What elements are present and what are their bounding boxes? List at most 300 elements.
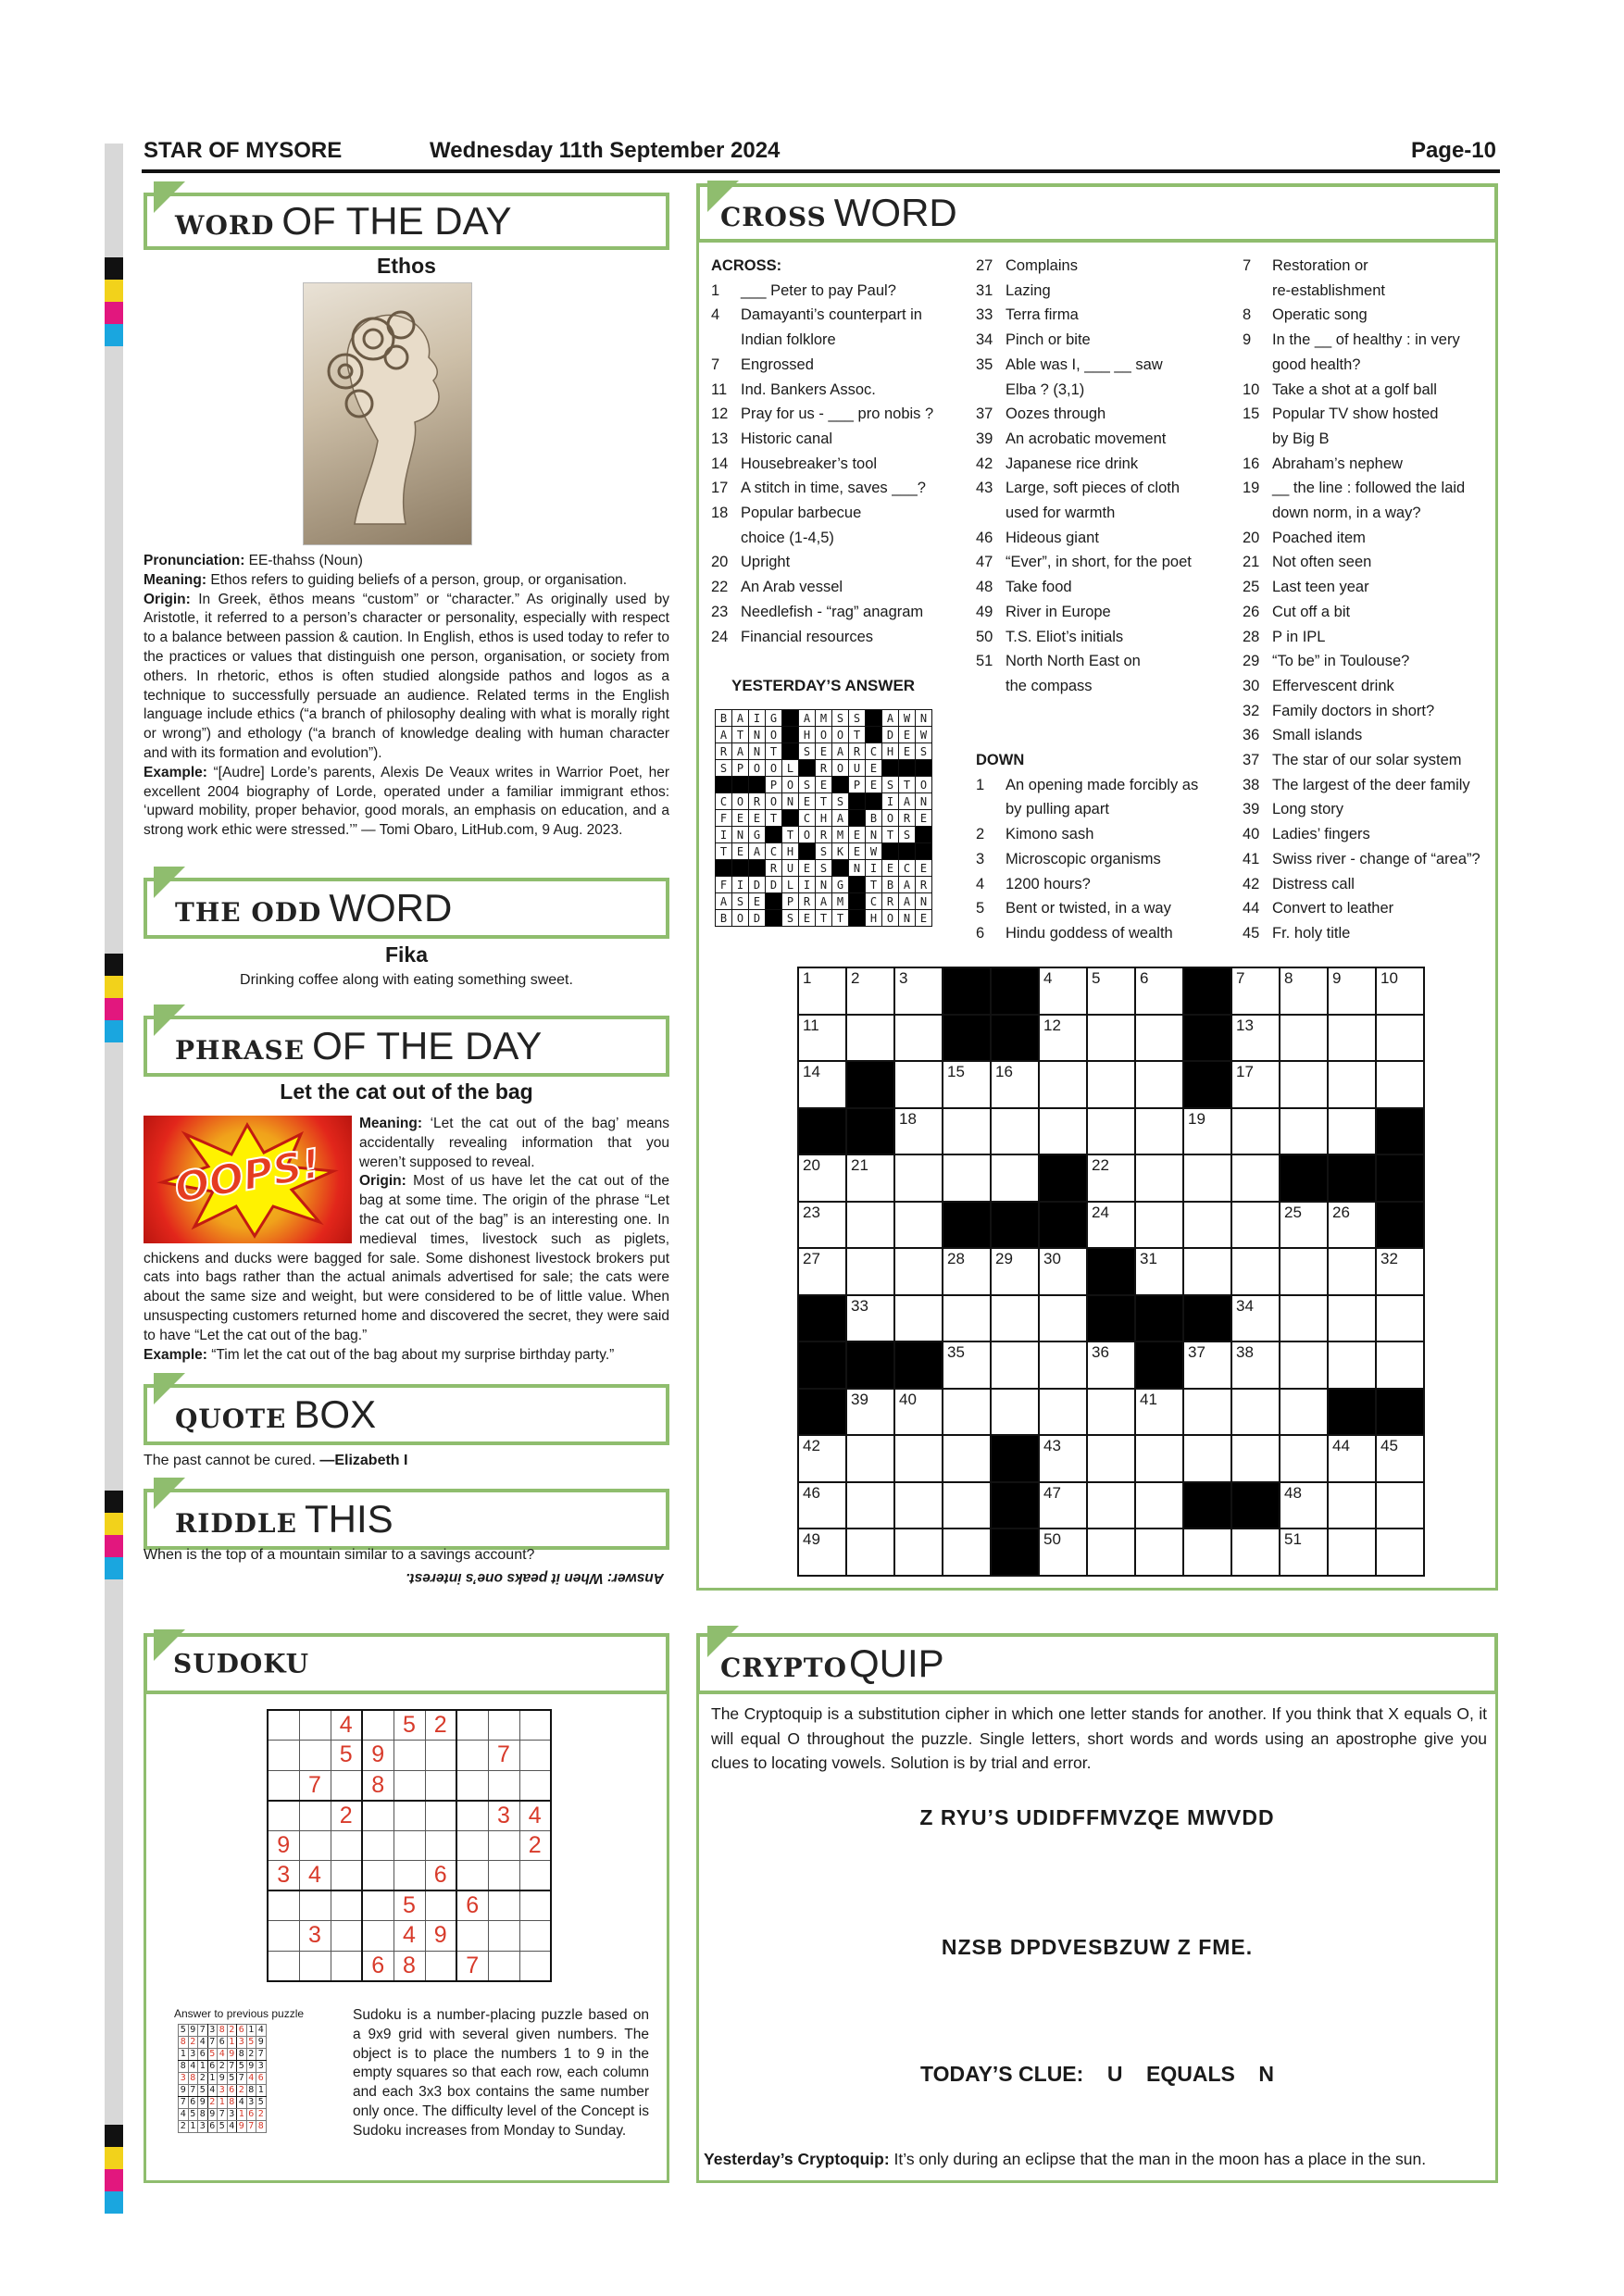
crossword-cell[interactable] bbox=[1135, 1015, 1183, 1062]
crossword-cell[interactable] bbox=[1183, 1435, 1231, 1482]
crossword-cell[interactable] bbox=[1135, 967, 1183, 1015]
answer-cell: H bbox=[799, 727, 816, 743]
crossword-cell[interactable] bbox=[1328, 1061, 1376, 1108]
sudoku-cell[interactable] bbox=[425, 1741, 456, 1771]
answer-cell: M bbox=[832, 893, 849, 910]
sudoku-answer-cell: 3 bbox=[246, 2097, 256, 2109]
crossword-cell[interactable] bbox=[846, 1202, 894, 1249]
sudoku-answer-cell: 8 bbox=[179, 2037, 189, 2049]
crossword-cell[interactable] bbox=[943, 1248, 991, 1295]
crossword-cell[interactable] bbox=[1087, 1061, 1135, 1108]
sudoku-cell[interactable] bbox=[394, 1741, 425, 1771]
answer-cell: N bbox=[749, 727, 766, 743]
sudoku-cell[interactable] bbox=[394, 1830, 425, 1861]
cell-number: 13 bbox=[1236, 1016, 1254, 1034]
crossword-cell[interactable] bbox=[1039, 1295, 1087, 1342]
crossword-cell[interactable] bbox=[1280, 1482, 1328, 1529]
crossword-block bbox=[1183, 1061, 1231, 1108]
sudoku-answer-cell: 8 bbox=[179, 2061, 189, 2073]
cell-number: 16 bbox=[995, 1063, 1013, 1080]
sudoku-cell[interactable] bbox=[519, 1951, 551, 1981]
crossword-cell[interactable] bbox=[1376, 1061, 1424, 1108]
crossword-cell[interactable] bbox=[846, 1154, 894, 1202]
clue-number: 37 bbox=[1243, 752, 1260, 769]
answer-cell: A bbox=[716, 727, 732, 743]
crossword-cell[interactable] bbox=[894, 967, 943, 1015]
answer-cell: E bbox=[899, 727, 916, 743]
clue-item bbox=[711, 452, 952, 477]
crossword-cell[interactable] bbox=[1039, 1061, 1087, 1108]
crossword-cell[interactable] bbox=[1135, 1248, 1183, 1295]
down-label: DOWN bbox=[976, 752, 1025, 768]
crossword-cell[interactable] bbox=[991, 1295, 1039, 1342]
sudoku-cell[interactable] bbox=[456, 1921, 488, 1952]
crossword-cell[interactable] bbox=[991, 1248, 1039, 1295]
crossword-cell[interactable] bbox=[991, 1389, 1039, 1436]
clue-text: Hideous giant bbox=[1006, 529, 1099, 546]
answer-cell: S bbox=[716, 760, 732, 777]
clue-text: Ladies’ fingers bbox=[1272, 826, 1370, 843]
sudoku-cell[interactable] bbox=[268, 1951, 299, 1981]
crossword-cell[interactable] bbox=[798, 1435, 846, 1482]
sudoku-cell[interactable] bbox=[394, 1861, 425, 1891]
clue-item bbox=[1243, 773, 1493, 798]
answer-cell bbox=[732, 860, 749, 877]
answer-cell: L bbox=[782, 760, 799, 777]
crossword-cell[interactable] bbox=[1183, 1202, 1231, 1249]
sudoku-cell: 7 bbox=[299, 1770, 331, 1801]
crossword-cell[interactable] bbox=[846, 967, 894, 1015]
sudoku-answer-cell: 7 bbox=[237, 2073, 247, 2085]
sudoku-cell[interactable] bbox=[456, 1830, 488, 1861]
crossword-cell[interactable] bbox=[1376, 1015, 1424, 1062]
sudoku-cell[interactable] bbox=[456, 1861, 488, 1891]
sudoku-cell[interactable] bbox=[331, 1861, 362, 1891]
sudoku-cell[interactable] bbox=[488, 1890, 519, 1921]
clue-item bbox=[976, 526, 1235, 551]
clue-number: 20 bbox=[711, 554, 729, 571]
clue-item bbox=[1243, 847, 1493, 872]
answer-cell: L bbox=[782, 877, 799, 893]
sudoku-answer-cell: 6 bbox=[256, 2073, 267, 2085]
crossword-cell[interactable] bbox=[894, 1061, 943, 1108]
crossword-cell[interactable] bbox=[1135, 1108, 1183, 1155]
crossword-cell[interactable] bbox=[1039, 1015, 1087, 1062]
cell-number: 30 bbox=[1043, 1250, 1061, 1267]
clue-text: River in Europe bbox=[1006, 603, 1111, 620]
crossword-cell[interactable] bbox=[1376, 1435, 1424, 1482]
answer-cell: E bbox=[732, 843, 749, 860]
clue-item bbox=[1243, 625, 1493, 650]
answer-cell: C bbox=[799, 810, 816, 827]
clue-number: 39 bbox=[1243, 801, 1260, 818]
crossword-cell[interactable] bbox=[1328, 1341, 1376, 1389]
clue-text: Cut off a bit bbox=[1272, 603, 1351, 620]
answer-cell: B bbox=[716, 710, 732, 727]
crossword-cell[interactable] bbox=[846, 1529, 894, 1576]
across-label: ACROSS: bbox=[711, 257, 782, 274]
crossword-cell[interactable] bbox=[1376, 1341, 1424, 1389]
crossword-cell[interactable] bbox=[1087, 1529, 1135, 1576]
crossword-cell[interactable] bbox=[943, 1529, 991, 1576]
crossword-cell[interactable] bbox=[894, 1295, 943, 1342]
sudoku-cell[interactable] bbox=[456, 1801, 488, 1831]
crossword-cell[interactable] bbox=[1280, 1108, 1328, 1155]
answer-cell: T bbox=[866, 877, 882, 893]
sudoku-answer-cell: 4 bbox=[179, 2109, 189, 2121]
crossword-cell[interactable] bbox=[1087, 1435, 1135, 1482]
crossword-cell[interactable] bbox=[1039, 1341, 1087, 1389]
crossword-cell[interactable] bbox=[894, 1015, 943, 1062]
sudoku-cell[interactable] bbox=[456, 1741, 488, 1771]
crossword-cell[interactable] bbox=[1328, 1435, 1376, 1482]
crossword-cell[interactable] bbox=[1328, 1482, 1376, 1529]
sudoku-answer-cell: 1 bbox=[198, 2061, 208, 2073]
crossword-cell[interactable] bbox=[846, 1435, 894, 1482]
crossword-cell[interactable] bbox=[894, 1202, 943, 1249]
crossword-cell[interactable] bbox=[1087, 1202, 1135, 1249]
crossword-cell[interactable] bbox=[798, 1154, 846, 1202]
crossword-cell[interactable] bbox=[1039, 1529, 1087, 1576]
crossword-cell[interactable] bbox=[1087, 1108, 1135, 1155]
crossword-cell[interactable] bbox=[943, 1154, 991, 1202]
crossword-cell[interactable] bbox=[1231, 1061, 1280, 1108]
crossword-cell[interactable] bbox=[1039, 1108, 1087, 1155]
sudoku-answer-cell: 1 bbox=[256, 2085, 267, 2097]
sudoku-answer-cell: 5 bbox=[207, 2049, 218, 2061]
crossword-cell[interactable] bbox=[798, 1529, 846, 1576]
sudoku-cell[interactable] bbox=[425, 1890, 456, 1921]
sudoku-cell[interactable] bbox=[268, 1890, 299, 1921]
answer-cell: N bbox=[899, 910, 916, 927]
answer-cell: N bbox=[749, 743, 766, 760]
crossword-cell[interactable] bbox=[1183, 1341, 1231, 1389]
crossword-cell[interactable] bbox=[1231, 1529, 1280, 1576]
answer-cell: A bbox=[816, 893, 832, 910]
crossword-cell[interactable] bbox=[1280, 967, 1328, 1015]
clue-item bbox=[976, 600, 1235, 625]
sudoku-cell[interactable] bbox=[425, 1770, 456, 1801]
phrase-title-box bbox=[144, 1016, 669, 1077]
sudoku-answer-cell: 4 bbox=[227, 2121, 237, 2133]
sudoku-cell[interactable] bbox=[394, 1770, 425, 1801]
sudoku-cell[interactable] bbox=[456, 1770, 488, 1801]
crossword-cell[interactable] bbox=[943, 1435, 991, 1482]
sudoku-cell[interactable] bbox=[488, 1830, 519, 1861]
sudoku-cell[interactable] bbox=[362, 1710, 394, 1741]
cell-number: 23 bbox=[803, 1203, 820, 1221]
crossword-cell[interactable] bbox=[1280, 1529, 1328, 1576]
cell-number: 17 bbox=[1236, 1063, 1254, 1080]
crossword-cell[interactable] bbox=[1135, 1529, 1183, 1576]
crossword-cell[interactable] bbox=[943, 1108, 991, 1155]
crossword-cell[interactable] bbox=[1280, 1341, 1328, 1389]
crossword-cell[interactable] bbox=[1376, 1529, 1424, 1576]
sudoku-cell[interactable] bbox=[488, 1861, 519, 1891]
crossword-cell[interactable] bbox=[846, 1389, 894, 1436]
sudoku-cell[interactable] bbox=[394, 1801, 425, 1831]
phrase-meaning: ‘Let the cat out of the bag’ means accidentally revealing information that you weren’t supposed to reveal. bbox=[359, 1116, 669, 1170]
answer-cell: C bbox=[716, 793, 732, 810]
answer-cell bbox=[866, 710, 882, 727]
sudoku-cell[interactable] bbox=[519, 1741, 551, 1771]
sudoku-cell[interactable] bbox=[362, 1861, 394, 1891]
cell-number: 28 bbox=[947, 1250, 965, 1267]
crossword-cell[interactable] bbox=[894, 1529, 943, 1576]
crossword-cell[interactable] bbox=[798, 1482, 846, 1529]
sudoku-cell[interactable] bbox=[331, 1951, 362, 1981]
crossword-cell[interactable] bbox=[1231, 1341, 1280, 1389]
crossword-cell[interactable] bbox=[1231, 1435, 1280, 1482]
crossword-cell[interactable] bbox=[798, 1015, 846, 1062]
sudoku-cell[interactable] bbox=[299, 1951, 331, 1981]
sudoku-cell[interactable] bbox=[519, 1890, 551, 1921]
crossword-cell[interactable] bbox=[991, 1341, 1039, 1389]
crossword-cell[interactable] bbox=[1280, 1295, 1328, 1342]
clue-number: 48 bbox=[976, 579, 993, 596]
crossword-cell[interactable] bbox=[1328, 1248, 1376, 1295]
crossword-cell[interactable] bbox=[846, 1482, 894, 1529]
answer-cell: R bbox=[849, 743, 866, 760]
crossword-cell[interactable] bbox=[1328, 967, 1376, 1015]
sudoku-answer-cell: 2 bbox=[218, 2061, 228, 2073]
clue-item bbox=[711, 526, 952, 551]
crossword-cell[interactable] bbox=[1231, 967, 1280, 1015]
clue-item bbox=[976, 921, 1235, 946]
answer-cell: D bbox=[882, 727, 899, 743]
clue-item bbox=[711, 625, 952, 650]
crossword-cell[interactable] bbox=[798, 1202, 846, 1249]
crossword-cell[interactable] bbox=[1231, 1389, 1280, 1436]
crossword-cell[interactable] bbox=[1280, 1435, 1328, 1482]
answer-cell bbox=[749, 777, 766, 793]
answer-cell: E bbox=[916, 810, 932, 827]
sudoku-answer-cell: 4 bbox=[207, 2085, 218, 2097]
crossword-cell[interactable] bbox=[894, 1482, 943, 1529]
crossword-cell[interactable] bbox=[894, 1154, 943, 1202]
crossword-cell[interactable] bbox=[1087, 1341, 1135, 1389]
clue-item bbox=[711, 378, 952, 403]
clue-number: 32 bbox=[1243, 702, 1260, 719]
sudoku-answer-cell: 2 bbox=[246, 2049, 256, 2061]
crossword-block bbox=[1376, 1202, 1424, 1249]
clue-text: P in IPL bbox=[1272, 628, 1326, 645]
crossword-cell[interactable] bbox=[1135, 1389, 1183, 1436]
crossword-cell[interactable] bbox=[1280, 1202, 1328, 1249]
crossword-cell[interactable] bbox=[846, 1295, 894, 1342]
crossword-cell[interactable] bbox=[1087, 1389, 1135, 1436]
crossword-cell[interactable] bbox=[943, 1482, 991, 1529]
clue-item bbox=[1243, 526, 1493, 551]
crossword-cell[interactable] bbox=[1376, 1482, 1424, 1529]
crossword-cell[interactable] bbox=[1183, 1248, 1231, 1295]
clue-number: 40 bbox=[1243, 826, 1260, 843]
sudoku-cell: 8 bbox=[394, 1951, 425, 1981]
crossword-cell[interactable] bbox=[1328, 1015, 1376, 1062]
crossword-block bbox=[943, 1015, 991, 1062]
crossword-cell[interactable] bbox=[798, 1248, 846, 1295]
crossword-cell[interactable] bbox=[1376, 1295, 1424, 1342]
label: Pronunciation: bbox=[144, 553, 245, 568]
sudoku-cell[interactable] bbox=[488, 1921, 519, 1952]
clue-item bbox=[976, 797, 1235, 822]
answer-cell bbox=[782, 727, 799, 743]
crossword-cell[interactable] bbox=[1135, 1482, 1183, 1529]
sudoku-answer-cell: 6 bbox=[207, 2061, 218, 2073]
crossword-cell[interactable] bbox=[1087, 967, 1135, 1015]
sudoku-cell[interactable] bbox=[331, 1921, 362, 1952]
crossword-cell[interactable] bbox=[1328, 1529, 1376, 1576]
clue-number: 19 bbox=[1243, 480, 1260, 497]
sudoku-cell[interactable] bbox=[456, 1710, 488, 1741]
sudoku-cell[interactable] bbox=[519, 1921, 551, 1952]
crossword-cell[interactable] bbox=[1231, 1295, 1280, 1342]
crossword-cell[interactable] bbox=[846, 1248, 894, 1295]
crossword-cell[interactable] bbox=[943, 1295, 991, 1342]
crossword-cell[interactable] bbox=[1280, 1248, 1328, 1295]
crossword-cell[interactable] bbox=[1087, 1482, 1135, 1529]
sudoku-cell[interactable] bbox=[268, 1801, 299, 1831]
clue-text: by Big B bbox=[1272, 430, 1330, 447]
answer-cell: A bbox=[882, 710, 899, 727]
sudoku-cell: 5 bbox=[394, 1710, 425, 1741]
sudoku-answer-cell: 9 bbox=[198, 2097, 208, 2109]
crossword-cell[interactable] bbox=[1039, 1248, 1087, 1295]
sudoku-cell[interactable] bbox=[299, 1801, 331, 1831]
crossword-cell[interactable] bbox=[1231, 1248, 1280, 1295]
sudoku-cell[interactable] bbox=[299, 1741, 331, 1771]
clue-number: 44 bbox=[1243, 900, 1260, 917]
crossword-cell[interactable] bbox=[1231, 1154, 1280, 1202]
sudoku-cell[interactable] bbox=[268, 1921, 299, 1952]
crossword-cell[interactable] bbox=[1135, 1061, 1183, 1108]
clue-number: 17 bbox=[711, 480, 729, 497]
crossword-cell[interactable] bbox=[894, 1435, 943, 1482]
crossword-cell[interactable] bbox=[1328, 1202, 1376, 1249]
sudoku-cell[interactable] bbox=[362, 1921, 394, 1952]
sudoku-answer-cell: 9 bbox=[227, 2049, 237, 2061]
sudoku-cell[interactable] bbox=[299, 1890, 331, 1921]
sudoku-cell[interactable] bbox=[362, 1801, 394, 1831]
crossword-cell[interactable] bbox=[1183, 1389, 1231, 1436]
crossword-cell[interactable] bbox=[798, 967, 846, 1015]
sudoku-cell[interactable] bbox=[519, 1861, 551, 1891]
crossword-cell[interactable] bbox=[1280, 1389, 1328, 1436]
sudoku-answer-cell: 2 bbox=[256, 2109, 267, 2121]
sudoku-cell: 2 bbox=[331, 1801, 362, 1831]
crossword-cell[interactable] bbox=[798, 1061, 846, 1108]
cell-number: 26 bbox=[1332, 1203, 1350, 1221]
clue-number: 9 bbox=[1243, 331, 1252, 349]
crossword-cell[interactable] bbox=[1280, 1061, 1328, 1108]
cell-number: 18 bbox=[899, 1109, 917, 1128]
sudoku-cell[interactable] bbox=[331, 1770, 362, 1801]
sudoku-cell[interactable] bbox=[268, 1770, 299, 1801]
clue-text: Hindu goddess of wealth bbox=[1006, 924, 1173, 942]
crossword-cell[interactable] bbox=[943, 1061, 991, 1108]
sudoku-cell[interactable] bbox=[299, 1710, 331, 1741]
sudoku-cell[interactable] bbox=[425, 1801, 456, 1831]
sudoku-cell[interactable] bbox=[331, 1890, 362, 1921]
clue-text: choice (1-4,5) bbox=[741, 529, 834, 546]
sudoku-answer-cell: 2 bbox=[237, 2085, 247, 2097]
sudoku-cell[interactable] bbox=[268, 1741, 299, 1771]
crossword-cell[interactable] bbox=[991, 1061, 1039, 1108]
crossword-cell[interactable] bbox=[1135, 1202, 1183, 1249]
crossword-cell[interactable] bbox=[943, 1341, 991, 1389]
crossword-cell[interactable] bbox=[991, 1108, 1039, 1155]
clue-text: Last teen year bbox=[1272, 579, 1369, 596]
crossword-cell[interactable] bbox=[846, 1015, 894, 1062]
clue-text: __ the line : followed the laid bbox=[1272, 480, 1466, 497]
crossword-cell[interactable] bbox=[1039, 1435, 1087, 1482]
answer-cell: W bbox=[916, 727, 932, 743]
crossword-cell[interactable] bbox=[1087, 1015, 1135, 1062]
answer-cell: M bbox=[832, 827, 849, 843]
sudoku-cell[interactable] bbox=[362, 1890, 394, 1921]
clue-text: Lazing bbox=[1006, 281, 1051, 299]
crossword-cell[interactable] bbox=[1231, 1108, 1280, 1155]
answer-cell: H bbox=[782, 843, 799, 860]
crossword-cell[interactable] bbox=[894, 1248, 943, 1295]
crossword-cell[interactable] bbox=[1087, 1154, 1135, 1202]
sudoku-cell[interactable] bbox=[488, 1770, 519, 1801]
sudoku-cell[interactable] bbox=[268, 1710, 299, 1741]
sudoku-cell[interactable] bbox=[519, 1770, 551, 1801]
crossword-cell[interactable] bbox=[943, 1389, 991, 1436]
crossword-cell[interactable] bbox=[1039, 1389, 1087, 1436]
sudoku-answer-label: Answer to previous puzzle bbox=[174, 2007, 305, 2020]
crossword-cell[interactable] bbox=[1280, 1015, 1328, 1062]
crossword-cell[interactable] bbox=[991, 1154, 1039, 1202]
sudoku-cell[interactable] bbox=[425, 1830, 456, 1861]
clue-item bbox=[976, 575, 1235, 600]
crossword-cell[interactable] bbox=[1039, 1482, 1087, 1529]
crossword-cell[interactable] bbox=[1135, 1154, 1183, 1202]
sudoku-cell[interactable] bbox=[425, 1951, 456, 1981]
sudoku-cell[interactable] bbox=[519, 1710, 551, 1741]
crossword-cell[interactable] bbox=[1183, 1529, 1231, 1576]
crossword-cell[interactable] bbox=[1328, 1295, 1376, 1342]
answer-cell: A bbox=[832, 743, 849, 760]
crossword-cell[interactable] bbox=[1135, 1435, 1183, 1482]
clue-item bbox=[711, 328, 952, 353]
crossword-block bbox=[1087, 1248, 1135, 1295]
crossword-cell[interactable] bbox=[1231, 1202, 1280, 1249]
sudoku-answer-cell: 3 bbox=[179, 2073, 189, 2085]
sudoku-cell[interactable] bbox=[488, 1951, 519, 1981]
sudoku-cell[interactable] bbox=[299, 1830, 331, 1861]
crossword-cell[interactable] bbox=[894, 1108, 943, 1155]
crossword-cell[interactable] bbox=[1328, 1108, 1376, 1155]
sudoku-cell[interactable] bbox=[362, 1830, 394, 1861]
crossword-cell[interactable] bbox=[1183, 1154, 1231, 1202]
crossword-cell[interactable] bbox=[894, 1389, 943, 1436]
answer-cell: S bbox=[832, 793, 849, 810]
answer-cell: O bbox=[766, 760, 782, 777]
cell-number: 20 bbox=[803, 1156, 820, 1174]
sudoku-cell[interactable] bbox=[331, 1830, 362, 1861]
crossword-cell[interactable] bbox=[1231, 1015, 1280, 1062]
clue-item bbox=[1243, 699, 1493, 724]
registration-strip bbox=[105, 144, 123, 847]
crossword-cell[interactable] bbox=[1376, 1248, 1424, 1295]
sudoku-cell[interactable] bbox=[488, 1710, 519, 1741]
crossword-cell[interactable] bbox=[1183, 1108, 1231, 1155]
crossword-cell[interactable] bbox=[1376, 967, 1424, 1015]
answer-cell: D bbox=[766, 877, 782, 893]
crossword-cell[interactable] bbox=[1039, 967, 1087, 1015]
